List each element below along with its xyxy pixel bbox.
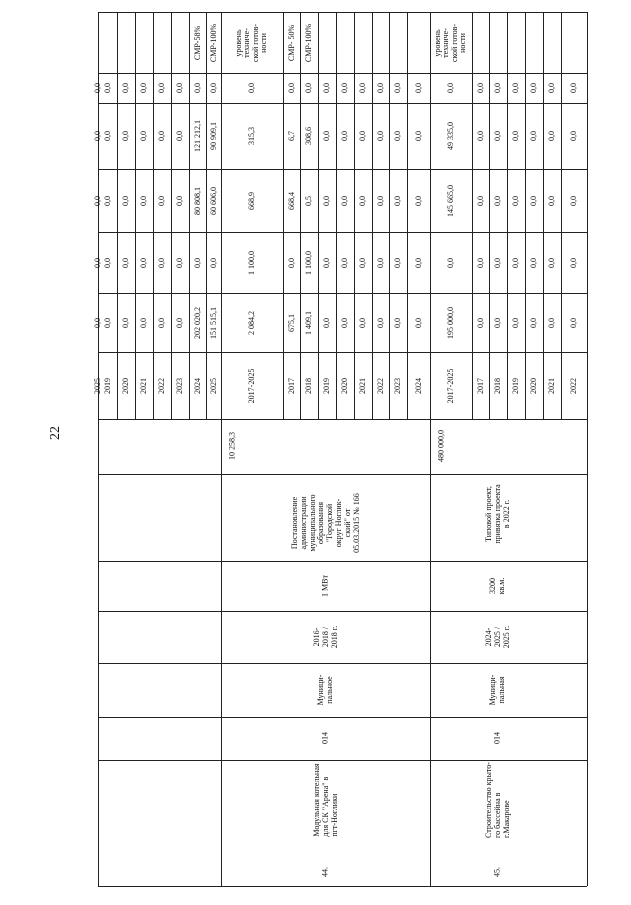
p44-row-extra-text: 0,0 [303,83,313,93]
h-rule [98,886,587,887]
h-rule [98,103,587,104]
p44-row-total-text: 0,0 [339,317,349,328]
v-rule [587,12,588,419]
p44-row-regional-text: 0,0 [375,195,385,206]
top-row-local-text: 0,0 [102,131,112,141]
p44-row-year-text: 2021 [357,377,367,394]
p45-row-local-text: 49 335,0 [445,122,455,150]
h-rule [98,717,587,718]
top-row-regional-text: 0,0 [156,195,166,206]
top-row-extra-text: 0,0 [102,83,112,93]
p45-row-federal-text: 0,0 [568,257,578,268]
top-row-regional-text: 0,0 [174,195,184,206]
top-row-year-text: 2023 [174,377,184,394]
p45-row-total-text: 0,0 [546,317,556,328]
p44-row-federal-text: 0,0 [339,257,349,268]
p44-row-federal-text: 0,0 [92,257,102,268]
p44-row-local-text: 315,3 [246,127,256,145]
p45-row-year-text: 2022 [568,377,578,394]
top-row-federal-text: 0,0 [120,257,130,268]
p44-row-note-text: СМР- 50% [286,24,296,61]
p44-row-regional-text: 0,0 [392,195,402,206]
p44-row-local-text: 0,0 [413,131,423,141]
p45-row-year-text: 2020 [528,377,538,394]
p45-row-local-text: 0,0 [546,131,556,141]
p44-row-local-text: 0,0 [339,131,349,141]
p45-row-federal-text: 0,0 [492,257,502,268]
p44-row-total-text: 0,0 [92,317,102,328]
p45-row-local-text: 0,0 [568,131,578,141]
h-rule [98,663,587,664]
p44-row-extra-text: 0,0 [392,83,402,93]
p44-row-local-text: 6,7 [286,131,296,141]
h-rule [98,474,587,475]
p44-row-note-text: СМР-100% [303,23,313,62]
p44-row-total-text: 0,0 [321,317,331,328]
p44-row-federal-text: 0,0 [392,257,402,268]
p44-row-extra-text: 0,0 [357,83,367,93]
h-rule [98,419,587,420]
top-row-regional-text: 60 606,0 [208,186,218,215]
p44-row-total-text: 0,0 [392,317,402,328]
top-row-federal-text: 0,0 [208,257,218,268]
top-row-federal-text: 0,0 [102,257,112,268]
p44-row-extra-text: 0,0 [375,83,385,93]
top-row-federal-text: 0,0 [156,257,166,268]
top-row-local-text: 0,0 [156,131,166,141]
top-row-local-text: 121 212,1 [192,120,202,152]
h-rule [98,352,587,353]
p44-row-federal-text: 1 100,0 [246,250,256,275]
h-rule [98,293,587,294]
top-row-year-text: 2019 [102,377,112,394]
h-rule [98,760,587,761]
top-row-total-text: 202 020,2 [192,306,202,339]
p45-row-total-text: 0,0 [475,317,485,328]
p44-row-regional-text: 0,0 [321,195,331,206]
p45-row-extra-text: 0,0 [492,83,502,93]
h-rule [98,232,587,233]
p45-row-regional-text: 145 665,0 [445,184,455,217]
p45-row-regional-text: 0,0 [475,195,485,206]
p44-row-total-text: 2 084,2 [246,310,256,335]
p45-row-federal-text: 0,0 [510,257,520,268]
v-rule [430,419,431,886]
p45-row-federal-text: 0,0 [528,257,538,268]
top-row-local-text: 0,0 [174,131,184,141]
p45-row-year-text: 2017 [475,377,485,394]
top-row-federal-text: 0,0 [138,257,148,268]
p45-row-regional-text: 0,0 [546,195,556,206]
p44-row-year-text: 2025 [92,377,102,394]
top-row-regional-text: 0,0 [120,195,130,206]
top-row-year-text: 2024 [192,377,202,394]
p45-row-year-text: 2018 [492,377,502,394]
p45-row-total-text: 0,0 [492,317,502,328]
p44-row-federal-text: 0,0 [413,257,423,268]
v-rule [221,419,222,886]
top-row-total-text: 0,0 [174,317,184,328]
p44-row-year-text: 2019 [321,377,331,394]
p44-row-total-text: 0,0 [357,317,367,328]
top-row-total-text: 0,0 [138,317,148,328]
p45-row-total-text: 195 000,0 [445,306,455,339]
p44-row-regional-text: 668,9 [246,191,256,210]
p44-row-total-text: 0,0 [413,317,423,328]
p45-row-total-text: 0,0 [568,317,578,328]
h-rule [98,169,587,170]
p45-row-year-text: 2019 [510,377,520,394]
top-row-regional-text: 0,0 [102,195,112,206]
p44-row-extra-text: 0,0 [92,83,102,93]
top-row-local-text: 0,0 [120,131,130,141]
p44-row-federal-text: 1 100,0 [303,250,313,275]
p44-row-local-text: 308,6 [303,127,313,145]
p44-row-total-text: 0,0 [375,317,385,328]
h-rule [98,611,587,612]
top-row-total-text: 0,0 [102,317,112,328]
p45-row-note-text: уровень техниче- ской готов- ности [433,23,468,62]
top-row-extra-text: 0,0 [138,83,148,93]
p45-row-local-text: 0,0 [510,131,520,141]
p45-row-total-text: 0,0 [528,317,538,328]
p45-row-year-text: 2017-2025 [445,368,455,403]
p44-row-year-text: 2022 [375,377,385,394]
p44-row-regional-text: 0,0 [92,195,102,206]
top-row-local-text: 0,0 [138,131,148,141]
p44-row-local-text: 0,0 [321,131,331,141]
p44-row-total-text: 1 409,1 [303,310,313,335]
top-row-year-text: 2020 [120,377,130,394]
p44-row-federal-text: 0,0 [286,257,296,268]
budget-table: 44. Модульная котельная для СК "Арена" в пгт-Ноглики 014 Муници- пальное 2016- 2018 / 2018 г. 1 МВт Постановление администрации муниципального образования "Городской округ Ноглик- ский" от 05.03.2015 № 166 10 258,3 45. Строительство крыто- го бассейна в г.Макарове 014 Муници- пальная 2024- 2025 / 2025 г. 3200 кв.м. Типовой проект, привязка проекта в 2022 г. 480 000,0 2019 0,0 0,0 0,0 0,0 0,0 2020 0,0 0,0 0,0 0,0 0,0 2021 0,0 0,0 0,0 0,0 0,0 2022 0,0 0,0 0,0 0,0 0,0 2023 0,0 0,0 0,0 0,0 0,0 2024 202 020,2 0,0 80 808,1 121 212,1 0,0 СМР-58% 2025 151 515,1 0,0 60 606,0 90 909,1 0,0 СМР-100% 2017-2025 2 084,2 1 100,0 668,9 315,3 0,0 уровень техниче- ской готов- ности 2017 675,1 0,0 668,4 6,7 0,0 СМР- 50% 2018 1 409,1 1 100,0 0,5 308,6 0,0 СМР-100% 2019 0,0 0,0 0,0 0,0 0,0 2020 0,0 0,0 0,0 0,0 0,0 2021 0,0 0,0 0,0 0,0 0,0 2022 0,0 0,0 0,0 0,0 0,0 2023 0,0 0,0 0,0 0,0 0,0 2024 0,0 0,0 0,0 0,0 0,0 2025 0,0 0,0 0,0 0,0 0,0 2017-2025 195 000,0 0,0 145 665,0 49 335,0 0,0 уровень техниче- ской готов- ности 2017 0,0 0,0 0,0 0,0 0,0 2018 0,0 0,0 0,0 0,0 0,0 2019 0,0 0,0 0,0 0,0 0,0 2020 0,0 0,0 0,0 0,0 0,0 2021 0,0 0,0 0,0 0,0 0,0 2022 0,0 0,0 0,0 0,0 0,0 [98,12,587,886]
p44-row-extra-text: 0,0 [286,83,296,93]
p44-row-local-text: 0,0 [357,131,367,141]
p45-row-extra-text: 0,0 [528,83,538,93]
p45-row-extra-text: 0,0 [445,83,455,93]
p44-row-year-text: 2017-2025 [246,368,256,403]
p45-row-federal-text: 0,0 [546,257,556,268]
p45-row-regional-text: 0,0 [528,195,538,206]
top-row-local-text: 90 909,1 [208,122,218,150]
top-row-extra-text: 0,0 [208,83,218,93]
p44-row-regional-text: 0,0 [339,195,349,206]
top-row-regional-text: 80 808,1 [192,186,202,215]
p45-row-extra-text: 0,0 [568,83,578,93]
top-row-federal-text: 0,0 [174,257,184,268]
p44-row-local-text: 0,0 [392,131,402,141]
p45-row-year-text: 2021 [546,377,556,394]
top-row-year-text: 2021 [138,377,148,394]
p45-row-regional-text: 0,0 [492,195,502,206]
top-row-note-text: СМР-58% [192,25,202,60]
p44-row-extra-text: 0,0 [413,83,423,93]
top-row-extra-text: 0,0 [120,83,130,93]
top-row-extra-text: 0,0 [174,83,184,93]
top-row-total-text: 151 515,1 [208,306,218,339]
p45-row-local-text: 0,0 [528,131,538,141]
p44-row-extra-text: 0,0 [246,83,256,93]
p45-row-extra-text: 0,0 [546,83,556,93]
p44-row-year-text: 2020 [339,377,349,394]
top-row-year-text: 2025 [208,377,218,394]
p44-row-local-text: 0,0 [92,131,102,141]
top-row-regional-text: 0,0 [138,195,148,206]
p44-row-year-text: 2018 [303,377,313,394]
p44-row-regional-text: 0,5 [303,195,313,206]
p44-row-note-text: уровень техниче- ской готов- ности [234,23,269,62]
p44-row-extra-text: 0,0 [339,83,349,93]
p45-row-regional-text: 0,0 [568,195,578,206]
p45-row-extra-text: 0,0 [510,83,520,93]
top-row-total-text: 0,0 [120,317,130,328]
p44-row-year-text: 2023 [392,377,402,394]
h-rule [98,561,587,562]
top-row-total-text: 0,0 [156,317,166,328]
p45-row-total-text: 0,0 [510,317,520,328]
p44-row-extra-text: 0,0 [321,83,331,93]
p45-row-extra-text: 0,0 [475,83,485,93]
p44-row-regional-text: 668,4 [286,191,296,210]
p44-row-regional-text: 0,0 [413,195,423,206]
p45-row-federal-text: 0,0 [445,257,455,268]
p45-row-local-text: 0,0 [475,131,485,141]
top-row-extra-text: 0,0 [156,83,166,93]
top-row-note-text: СМР-100% [208,23,218,62]
top-row-year-text: 2022 [156,377,166,394]
v-rule [587,419,588,886]
h-rule [98,12,587,13]
p45-row-local-text: 0,0 [492,131,502,141]
p45-row-federal-text: 0,0 [475,257,485,268]
p44-row-federal-text: 0,0 [321,257,331,268]
p44-row-regional-text: 0,0 [357,195,367,206]
p44-row-year-text: 2024 [413,377,423,394]
p44-row-local-text: 0,0 [375,131,385,141]
p44-row-total-text: 675,1 [286,313,296,332]
p44-row-year-text: 2017 [286,377,296,394]
top-row-extra-text: 0,0 [192,83,202,93]
top-row-federal-text: 0,0 [192,257,202,268]
p45-row-regional-text: 0,0 [510,195,520,206]
page-number: 22 [48,426,63,440]
p44-row-federal-text: 0,0 [357,257,367,268]
p44-row-federal-text: 0,0 [375,257,385,268]
v-rule [98,419,99,886]
h-rule [98,73,587,74]
